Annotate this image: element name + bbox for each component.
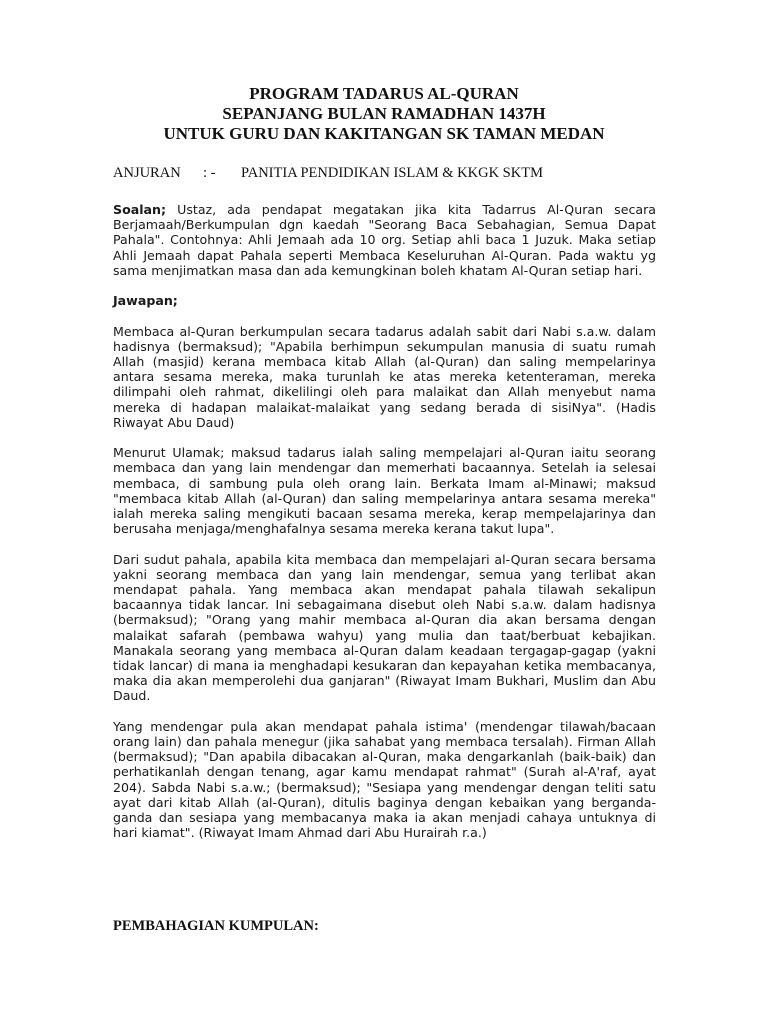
organizer-line <box>113 165 673 182</box>
answer-heading <box>113 293 656 308</box>
answer-paragraph-4: Yang mendengar pula akan mendapat pahala istima' (mendengar tilawah/bacaan orang lain) dan pahala menegur (jika sahabat yang membaca tersalah). Firman Allah (bermaksud); "Dan apabila dibacakan al-Quran, maka dengarkanlah (baik-baik) dan perhatikanlah dengan tenang, agar kamu mendapat rahmat" (Surah al-A'raf, ayat 204). Sabda Nabi s.a.w.; (bermaksud); "Sesiapa yang mendengar dengan teliti satu ayat dari kitab Allah (al-Quran), ditulis baginya dengan kebaikan yang berganda-ganda dan sesiapa yang membacanya maka ia akan menjadi cahaya untuknya di hari kiamat". (Riwayat Imam Ahmad dari Abu Hurairah r.a.) <box>113 718 656 841</box>
question-text: Ustaz, ada pendapat megatakan jika kita Tadarrus Al-Quran secara Berjamaah/Berkumpulan dgn kaedah "Seorang Baca Sebahagian, Semua Dapat Pahala". Contohnya: Ahli Jemaah ada 10 org. Setiap ahli baca 1 Juzuk. Maka setiap Ahli Jemaah dapat Pahala seperti Membaca Keseluruhan Al-Quran. Pada waktu yg sama menjimatkan masa dan ada kemungkinan boleh khatam Al-Quran setiap hari. <box>113 202 656 278</box>
document-title <box>0 84 768 144</box>
organizer-separator: : - <box>203 165 216 181</box>
title-line-2: SEPANJANG BULAN RAMADHAN 1437H <box>222 104 546 123</box>
answer-paragraph-1: Membaca al-Quran berkumpulan secara tadarus adalah sabit dari Nabi s.a.w. dalam hadisnya (bermaksud); "Apabila berhimpun sekumpulan manusia di suatu rumah Allah (masjid) kerana membaca kitab Allah (al-Quran) dan saling mempelarinya antara sesama mereka, maka turunlah ke atas mereka ketenteraman, mereka dilimpahi oleh rahmat, dikelilingi oleh para malaikat dan Allah menyebut nama mereka di hadapan malaikat-malaikat yang sedang berada di sisiNya". (Hadis Riwayat Abu Daud) <box>113 323 656 430</box>
title-line-1: PROGRAM TADARUS AL-QURAN <box>249 84 519 103</box>
answer-paragraph-2: Menurut Ulamak; maksud tadarus ialah saling mempelajari al-Quran iaitu seorang membaca dan yang lain mendengar dan memerhati bacaannya. Setelah ia selesai membaca, di sambung pula oleh orang lain. Berkata Imam al-Minawi; maksud "membaca kitab Allah (al-Quran) dan saling mempelarinya antara sesama mereka" ialah mereka saling mengikuti bacaan sesama mereka, kerap mempelajarinya dan berusaha menjaga/menghafalnya sesama mereka kerana takut lupa". <box>113 445 656 537</box>
question-label: Soalan; <box>113 202 167 217</box>
organizer-value: PANITIA PENDIDIKAN ISLAM & KKGK SKTM <box>241 165 543 181</box>
question-paragraph <box>113 202 656 278</box>
title-line-3: UNTUK GURU DAN KAKITANGAN SK TAMAN MEDAN <box>163 124 605 143</box>
organizer-label: ANJURAN <box>113 165 181 181</box>
answer-label: Jawapan; <box>113 293 178 309</box>
group-division-heading: PEMBAHAGIAN KUMPULAN: <box>113 918 319 934</box>
answer-paragraph-3: Dari sudut pahala, apabila kita membaca dan mempelajari al-Quran secara bersama yakni seorang membaca dan yang lain mendengar, semua yang terlibat akan mendapat pahala. Yang membaca akan mendapat pahala tilawah sekalipun bacaannya tidak lancar. Ini sebagaimana disebut oleh Nabi s.a.w. dalam hadisnya (bermaksud); "Orang yang mahir membaca al-Quran dia akan bersama dengan malaikat safarah (pembawa wahyu) yang mulia dan taat/berbuat kebajikan. Manakala seorang yang membaca al-Quran dalam keadaan tergagap-gagap (yakni tidak lancar) di mana ia menghadapi kesukaran dan kepayahan ketika membacanya, maka dia akan memperolehi dua ganjaran" (Riwayat Imam Bukhari, Muslim dan Abu Daud. <box>113 551 656 704</box>
document-body <box>113 202 656 856</box>
